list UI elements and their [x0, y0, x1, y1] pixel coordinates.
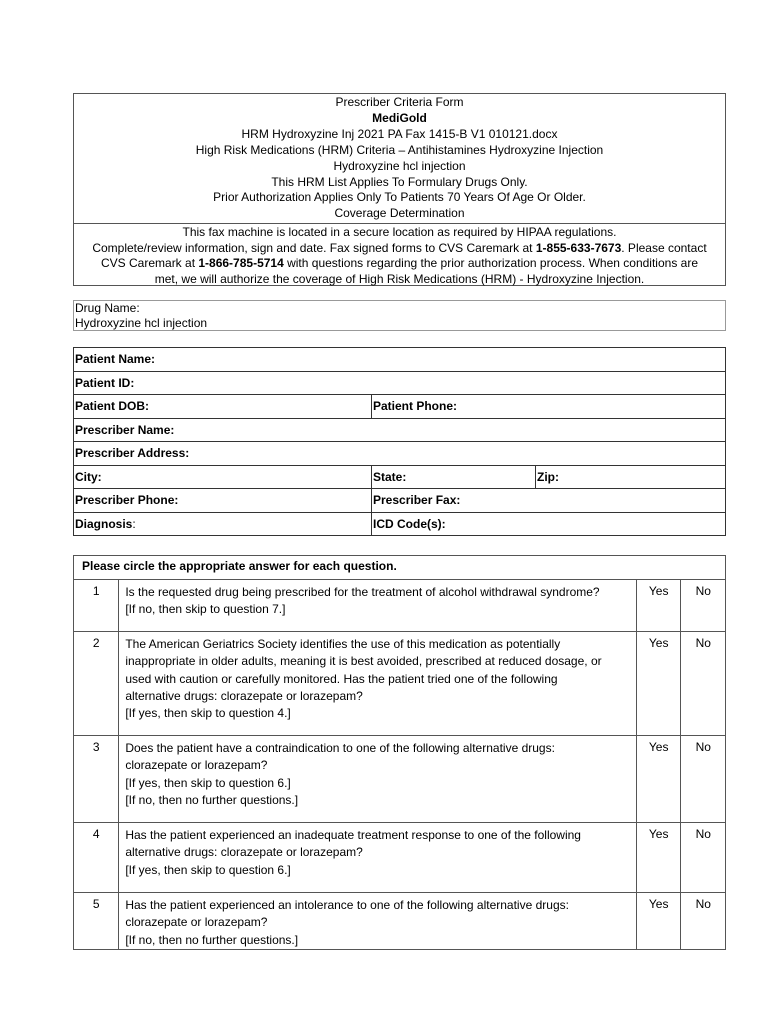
- patient-info-table: [73, 347, 726, 536]
- drug-name-value: Hydroxyzine hcl injection: [75, 316, 208, 330]
- question-number: 1: [74, 580, 119, 632]
- document-file-name: HRM Hydroxyzine Inj 2021 PA Fax 1415-B V1 010121.docx: [241, 126, 558, 141]
- drug-title: Hydroxyzine hcl injection: [333, 158, 466, 173]
- yes-option[interactable]: Yes: [636, 580, 681, 632]
- no-option[interactable]: No: [681, 736, 726, 823]
- question-line: [If yes, then skip to question 6.]: [125, 775, 291, 790]
- question-row: [74, 632, 726, 736]
- header-title-block: [74, 94, 725, 222]
- no-option[interactable]: No: [681, 580, 726, 632]
- question-line: clorazepate or lorazepam?: [125, 915, 268, 930]
- no-option[interactable]: No: [681, 632, 726, 736]
- questions-table: [73, 555, 726, 950]
- question-text: [119, 736, 637, 823]
- patient-phone-field[interactable]: Patient Phone:: [372, 395, 726, 419]
- contact-phone-number: 1-866-785-5714: [198, 256, 284, 270]
- question-number: 3: [74, 736, 119, 823]
- question-line: Has the patient experienced an intolerance to one of the following alternative drugs:: [125, 898, 569, 912]
- question-line: inappropriate in older adults, meaning it is best avoided, prescribed at reduced dosage, or: [125, 654, 602, 669]
- question-line: [If no, then no further questions.]: [125, 932, 299, 947]
- drug-name-box: [73, 300, 726, 331]
- yes-option[interactable]: Yes: [636, 736, 681, 823]
- no-option[interactable]: No: [681, 823, 726, 893]
- question-text: [119, 823, 637, 893]
- fax-instruction-tail: . Please contact: [621, 240, 707, 255]
- question-line: [If yes, then skip to question 4.]: [125, 706, 291, 721]
- fax-instructions: [74, 225, 725, 287]
- icd-codes-field[interactable]: ICD Code(s):: [372, 512, 726, 536]
- question-line: [If yes, then skip to question 6.]: [125, 862, 291, 877]
- question-number: 2: [74, 632, 119, 736]
- question-line: The American Geriatrics Society identifies the use of this medication as potentially: [125, 637, 561, 651]
- drug-name-label: Drug Name:: [75, 301, 140, 315]
- plan-name: MediGold: [372, 110, 427, 125]
- contact-tail: with questions regarding the prior authorization process. When conditions are: [283, 256, 698, 270]
- patient-dob-field[interactable]: Patient DOB:: [74, 395, 372, 419]
- fax-instruction-line: [74, 241, 725, 257]
- question-line: [If no, then no further questions.]: [125, 792, 299, 807]
- formulary-note: This HRM List Applies To Formulary Drugs Only.: [271, 174, 528, 189]
- questions-instruction: Please circle the appropriate answer for each question.: [74, 556, 726, 580]
- age-note: Prior Authorization Applies Only To Patients 70 Years Of Age Or Older.: [213, 190, 586, 205]
- state-field[interactable]: State:: [372, 465, 536, 489]
- yes-option[interactable]: Yes: [636, 823, 681, 893]
- contact-text: CVS Caremark at: [101, 256, 199, 270]
- question-text: [119, 893, 637, 950]
- prescriber-phone-field[interactable]: Prescriber Phone:: [74, 489, 372, 513]
- question-text: [119, 632, 637, 736]
- question-line: alternative drugs: clorazepate or lorazepam?: [125, 688, 363, 703]
- hipaa-note: This fax machine is located in a secure location as required by HIPAA regulations.: [182, 225, 617, 239]
- coverage-note: met, we will authorize the coverage of High Risk Medications (HRM) - Hydroxyzine Injection.: [154, 271, 645, 286]
- question-line: Has the patient experienced an inadequate treatment response to one of the following: [125, 828, 581, 842]
- prescriber-fax-field[interactable]: Prescriber Fax:: [372, 489, 726, 513]
- fax-instruction-text: Complete/review information, sign and date. Fax signed forms to CVS Caremark at: [92, 240, 536, 255]
- criteria-title: High Risk Medications (HRM) Criteria – Antihistamines Hydroxyzine Injection: [195, 142, 604, 157]
- question-line: alternative drugs: clorazepate or lorazepam?: [125, 845, 363, 860]
- question-line: [If no, then skip to question 7.]: [125, 602, 286, 617]
- question-line: clorazepate or lorazepam?: [125, 758, 268, 773]
- form-type-title: Prescriber Criteria Form: [335, 95, 464, 109]
- coverage-determination: Coverage Determination: [334, 206, 465, 221]
- question-line: used with caution or carefully monitored. Has the patient tried one of the following: [125, 671, 558, 686]
- question-number: 4: [74, 823, 119, 893]
- diagnosis-field[interactable]: [74, 512, 372, 536]
- header-divider: [74, 223, 725, 224]
- question-row: [74, 736, 726, 823]
- prescriber-name-field[interactable]: Prescriber Name:: [74, 418, 726, 442]
- zip-field[interactable]: Zip:: [536, 465, 726, 489]
- prescriber-address-field[interactable]: Prescriber Address:: [74, 442, 726, 466]
- city-field[interactable]: City:: [74, 465, 372, 489]
- question-row: [74, 580, 726, 632]
- diagnosis-label: Diagnosis: [75, 516, 133, 531]
- patient-id-field[interactable]: Patient ID:: [74, 371, 726, 395]
- fax-number: 1-855-633-7673: [535, 240, 622, 255]
- no-option[interactable]: No: [681, 893, 726, 950]
- patient-name-field[interactable]: Patient Name:: [74, 348, 726, 372]
- question-row: [74, 823, 726, 893]
- contact-line: [74, 256, 725, 272]
- question-line: Does the patient have a contraindication to one of the following alternative drugs:: [125, 741, 555, 755]
- question-number: 5: [74, 893, 119, 950]
- question-text: [119, 580, 637, 632]
- question-line: Is the requested drug being prescribed for the treatment of alcohol withdrawal syndrome?: [125, 585, 600, 599]
- yes-option[interactable]: Yes: [636, 893, 681, 950]
- question-row: [74, 893, 726, 950]
- yes-option[interactable]: Yes: [636, 632, 681, 736]
- form-header: [73, 93, 726, 286]
- diagnosis-colon: :: [132, 516, 136, 531]
